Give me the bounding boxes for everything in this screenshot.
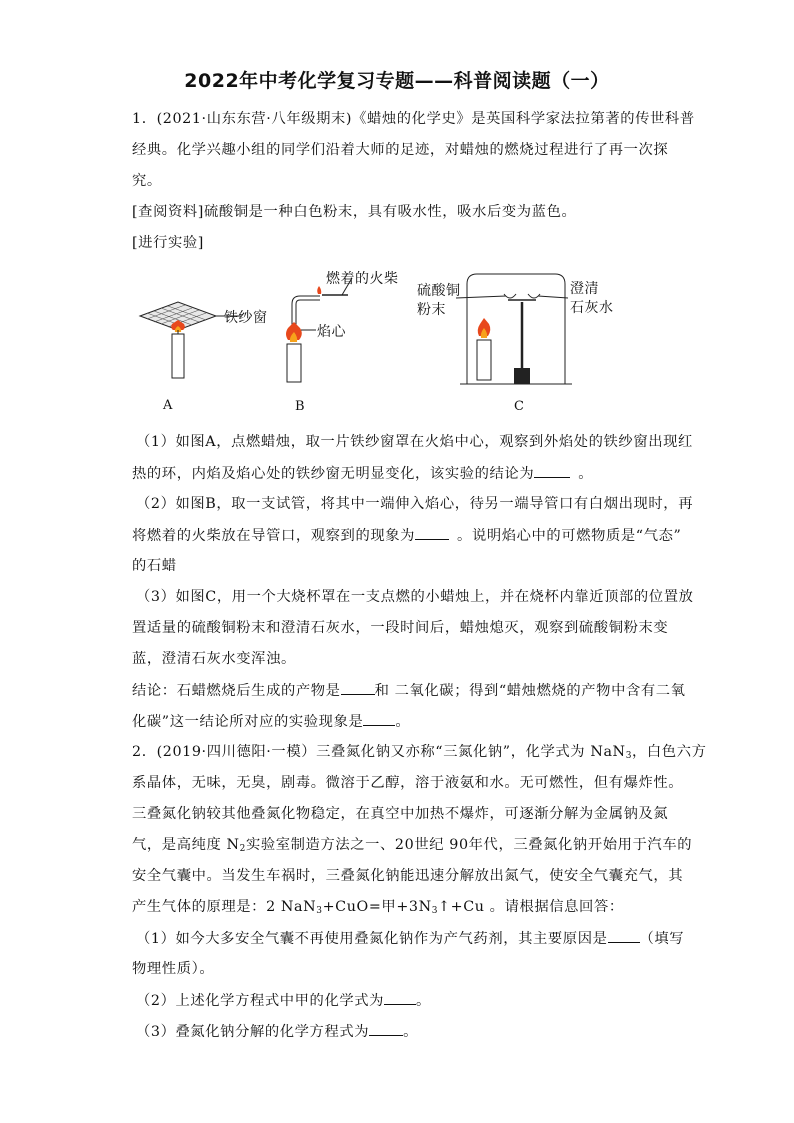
q2-line-4: 气，是高纯度 $N_2$实验室制造方法之一、20世纪 90年代，三叠氮化钠开始用于汽车的 bbox=[132, 837, 693, 854]
caption-c: C bbox=[514, 399, 524, 414]
q1-part1-line-1: （1）如图A，点燃蜡烛，取一片铁纱窗罩在火焰中心，观察到外焰处的铁纱窗出现红 bbox=[136, 434, 693, 450]
label-iron-gauze: 铁纱窗 bbox=[224, 310, 268, 326]
answer-blank[interactable] bbox=[534, 464, 570, 478]
q2-line-3: 三叠氮化钠较其他叠氮化物稳定，在真空中加热不爆炸，可逐渐分解为金属钠及氮 bbox=[132, 806, 669, 822]
answer-blank[interactable] bbox=[363, 712, 395, 726]
label-limewater-2: 石灰水 bbox=[570, 300, 614, 316]
q2-line-5: 安全气囊中。当发生车祸时，三叠氮化钠能迅速分解放出氮气，使安全气囊充气，其 bbox=[132, 868, 684, 884]
caption-a: A bbox=[163, 398, 173, 413]
q1-conclusion-line-2: 化碳”这一结论所对应的实验现象是 。 bbox=[132, 714, 411, 730]
answer-blank[interactable] bbox=[608, 929, 640, 943]
experiment-figure bbox=[120, 258, 680, 418]
q1-resource-line: [查阅资料]硫酸铜是一种白色粉末，具有吸水性，吸水后变为蓝色。 bbox=[132, 204, 577, 220]
answer-blank[interactable] bbox=[369, 1022, 403, 1036]
q2-line-1: 2．(2019·四川德阳·一模）三叠氮化钠又亦称“三氮化钠”，化学式为 NaN$_3$，白色六方 bbox=[132, 744, 707, 761]
figure-c-apparatus bbox=[456, 274, 572, 384]
q2-part3: （3）叠氮化钠分解的化学方程式为 。 bbox=[136, 1024, 419, 1040]
label-limewater-1: 澄清 bbox=[570, 281, 599, 297]
q1-part3-line-1: （3）如图C，用一个大烧杯罩在一支点燃的小蜡烛上，并在烧杯内靠近顶部的位置放 bbox=[136, 589, 694, 605]
label-burning-match: 燃着的火柴 bbox=[326, 271, 399, 287]
q1-line-3: 究。 bbox=[132, 173, 162, 189]
page-title: 2022年中考化学复习专题——科普阅读题（一） bbox=[184, 70, 610, 92]
caption-b: B bbox=[295, 399, 305, 414]
q1-part2-line-2: 将燃着的火柴放在导管口，观察到的现象为 。说明焰心中的可燃物质是“气态” bbox=[132, 528, 682, 544]
q1-part2-line-3: 的石蜡 bbox=[132, 558, 177, 574]
q1-part2-line-1: （2）如图B，取一支试管，将其中一端伸入焰心，待另一端导管口有白烟出现时，再 bbox=[136, 496, 694, 512]
q1-conclusion-line-1: 结论：石蜡燃烧后生成的产物是 和 二氧化碳；得到“蜡烛燃烧的产物中含有二氧 bbox=[132, 683, 686, 699]
q2-part2: （2）上述化学方程式中甲的化学式为 。 bbox=[136, 993, 431, 1009]
q2-line-6: 产生气体的原理是：2 NaN$_3$+CuO=甲$+3N_3↑+Cu$ 。请根据信息回答： bbox=[132, 899, 624, 916]
answer-blank[interactable] bbox=[415, 526, 449, 540]
q1-part3-line-2: 置适量的硫酸铜粉末和澄清石灰水，一段时间后，蜡烛熄灭，观察到硫酸铜粉末变 bbox=[132, 620, 669, 636]
q1-experiment-heading: [进行实验] bbox=[132, 235, 204, 251]
q2-line-2: 系晶体，无味，无臭，剧毒。微溶于乙醇，溶于液氨和水。无可燃性，但有爆炸性。 bbox=[132, 775, 684, 791]
label-copper-sulfate-1: 硫酸铜 bbox=[417, 283, 461, 299]
q2-part1-line-1: （1）如今大多安全气囊不再使用叠氮化钠作为产气药剂，其主要原因是 （填写 bbox=[136, 931, 685, 947]
label-flame-core: 焰心 bbox=[317, 324, 346, 340]
label-copper-sulfate-2: 粉末 bbox=[417, 302, 446, 318]
q1-part1-line-2: 热的环，内焰及焰心处的铁纱窗无明显变化，该实验的结论为 。 bbox=[132, 466, 594, 482]
q2-part1-line-2: 物理性质）。 bbox=[132, 961, 215, 977]
answer-blank[interactable] bbox=[384, 991, 416, 1005]
q1-part3-line-3: 蓝，澄清石灰水变浑浊。 bbox=[132, 651, 296, 667]
answer-blank[interactable] bbox=[341, 681, 375, 695]
q1-line-2: 经典。化学兴趣小组的同学们沿着大师的足迹，对蜡烛的燃烧过程进行了再一次探 bbox=[132, 142, 669, 158]
q1-line-1: 1．(2021·山东东营·八年级期末)《蜡烛的化学史》是英国科学家法拉第著的传世科普 bbox=[132, 111, 695, 127]
